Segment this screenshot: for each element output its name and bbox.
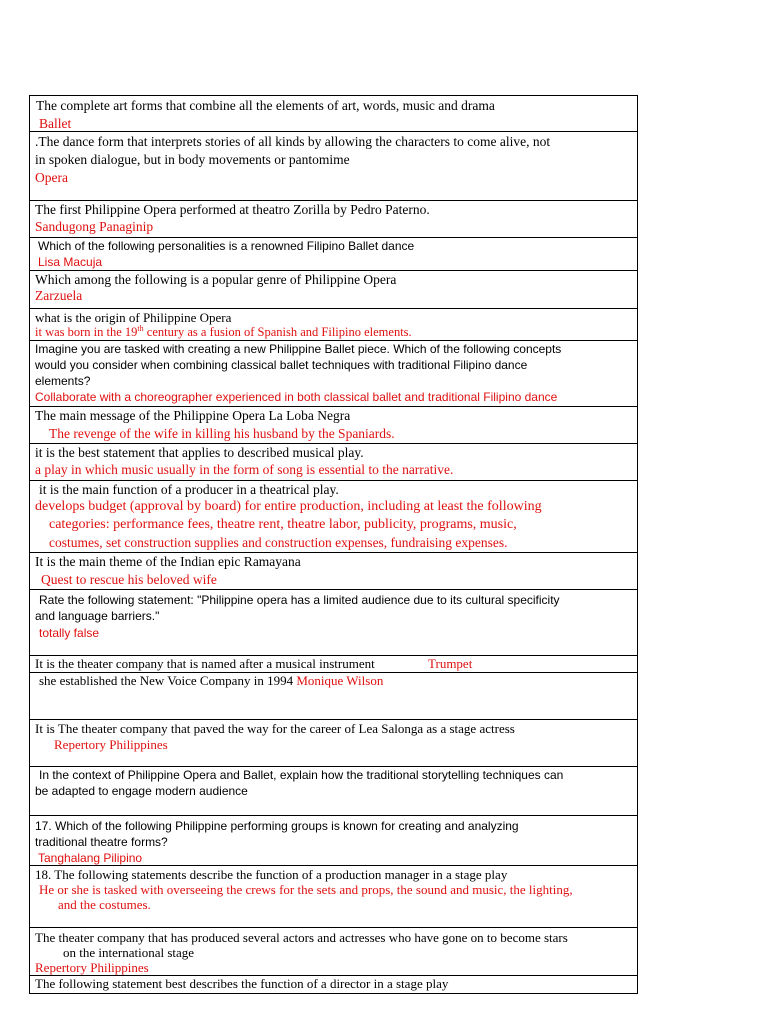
answer-text: Tanghalang Pilipino bbox=[38, 851, 143, 865]
table-row bbox=[30, 976, 637, 993]
question-text: Imagine you are tasked with creating a new Philippine Ballet piece. Which of the following concepts bbox=[35, 342, 562, 356]
question-text: 18. The following statements describe the function of a production manager in a stage play bbox=[35, 867, 508, 882]
table-row bbox=[30, 673, 637, 720]
question-text: would you consider when combining classical ballet techniques with traditional Filipino dance bbox=[35, 358, 528, 372]
answer-text: Lisa Macuja bbox=[38, 255, 103, 269]
answer-text: a play in which music usually in the form of song is essential to the narrative. bbox=[35, 462, 454, 477]
table-row bbox=[30, 132, 637, 201]
answer-text: Opera bbox=[35, 170, 68, 185]
answer-text: costumes, set construction supplies and construction expenses, fundraising expenses. bbox=[49, 535, 508, 550]
question-text: in spoken dialogue, but in body movements or pantomime bbox=[35, 152, 350, 167]
answer-text: Zarzuela bbox=[35, 288, 83, 303]
table-row bbox=[30, 553, 637, 590]
table-row bbox=[30, 590, 637, 656]
table-row bbox=[30, 407, 637, 444]
question-text: The main message of the Philippine Opera La Loba Negra bbox=[35, 408, 351, 423]
question-text: The complete art forms that combine all the elements of art, words, music and drama bbox=[36, 98, 495, 113]
question-text: it is the main function of a producer in a theatrical play. bbox=[39, 482, 339, 497]
answer-text: it was born in the 19th century as a fusion of Spanish and Filipino elements. bbox=[35, 323, 412, 339]
table-row bbox=[30, 866, 637, 928]
question-text: In the context of Philippine Opera and Ballet, explain how the traditional storytelling techniques can bbox=[39, 768, 564, 782]
question-text: It is the main theme of the Indian epic Ramayana bbox=[35, 554, 301, 569]
table-row bbox=[30, 309, 637, 341]
question-text: and language barriers." bbox=[35, 609, 160, 623]
question-text: It is the theater company that is named after a musical instrument bbox=[35, 656, 375, 671]
answer-text: Ballet bbox=[39, 116, 72, 131]
answer-text: and the costumes. bbox=[58, 897, 151, 912]
question-text: what is the origin of Philippine Opera bbox=[35, 310, 232, 325]
table-row bbox=[30, 816, 637, 866]
question-text: she established the New Voice Company in 1994 Monique Wilson bbox=[39, 673, 384, 688]
table-row bbox=[30, 444, 637, 481]
answer-text: He or she is tasked with overseeing the crews for the sets and props, the sound and music, the lighting, bbox=[39, 882, 573, 897]
question-text: 17. Which of the following Philippine performing groups is known for creating and analyzing bbox=[35, 819, 519, 833]
question-text: The theater company that has produced several actors and actresses who have gone on to become stars bbox=[35, 930, 568, 945]
question-text: The following statement best describes the function of a director in a stage play bbox=[35, 976, 449, 991]
answer-text: Repertory Philippines bbox=[35, 960, 149, 975]
question-text: Which among the following is a popular genre of Philippine Opera bbox=[35, 272, 397, 287]
answer-text: Quest to rescue his beloved wife bbox=[41, 572, 217, 587]
question-text: .The dance form that interprets stories of all kinds by allowing the characters to come alive, not bbox=[35, 134, 551, 149]
qa-table bbox=[29, 95, 638, 994]
question-text: be adapted to engage modern audience bbox=[35, 784, 248, 798]
answer-text: categories: performance fees, theatre rent, theatre labor, publicity, programs, music, bbox=[49, 517, 517, 532]
answer-text: Sandugong Panaginip bbox=[35, 219, 154, 234]
question-text: traditional theatre forms? bbox=[35, 835, 168, 849]
table-row bbox=[30, 767, 637, 816]
question-text: Which of the following personalities is a renowned Filipino Ballet dance bbox=[38, 239, 415, 253]
table-row bbox=[30, 238, 637, 271]
question-text: it is the best statement that applies to described musical play. bbox=[35, 445, 364, 460]
table-row bbox=[30, 271, 637, 309]
answer-text: totally false bbox=[39, 626, 100, 640]
answer-text: Repertory Philippines bbox=[54, 737, 168, 752]
table-row bbox=[30, 928, 637, 976]
question-text: elements? bbox=[35, 374, 91, 388]
question-text: on the international stage bbox=[63, 945, 195, 960]
table-row bbox=[30, 656, 637, 673]
table-row bbox=[30, 201, 637, 238]
answer-text: Collaborate with a choreographer experienced in both classical ballet and traditional Filipino dance bbox=[35, 390, 558, 404]
answer-text: Monique Wilson bbox=[296, 673, 384, 688]
table-row bbox=[30, 481, 637, 553]
answer-text: Trumpet bbox=[428, 656, 473, 671]
answer-text: The revenge of the wife in killing his husband by the Spaniards. bbox=[49, 426, 395, 441]
table-row bbox=[30, 341, 637, 407]
table-row bbox=[30, 96, 637, 132]
question-text: It is The theater company that paved the way for the career of Lea Salonga as a stage actress bbox=[35, 721, 515, 736]
table-row bbox=[30, 720, 637, 767]
question-text: Rate the following statement: "Philippine opera has a limited audience due to its cultural specificity bbox=[39, 593, 560, 607]
question-text: The first Philippine Opera performed at theatro Zorilla by Pedro Paterno. bbox=[35, 202, 430, 217]
answer-text: develops budget (approval by board) for entire production, including at least the following bbox=[35, 499, 542, 514]
